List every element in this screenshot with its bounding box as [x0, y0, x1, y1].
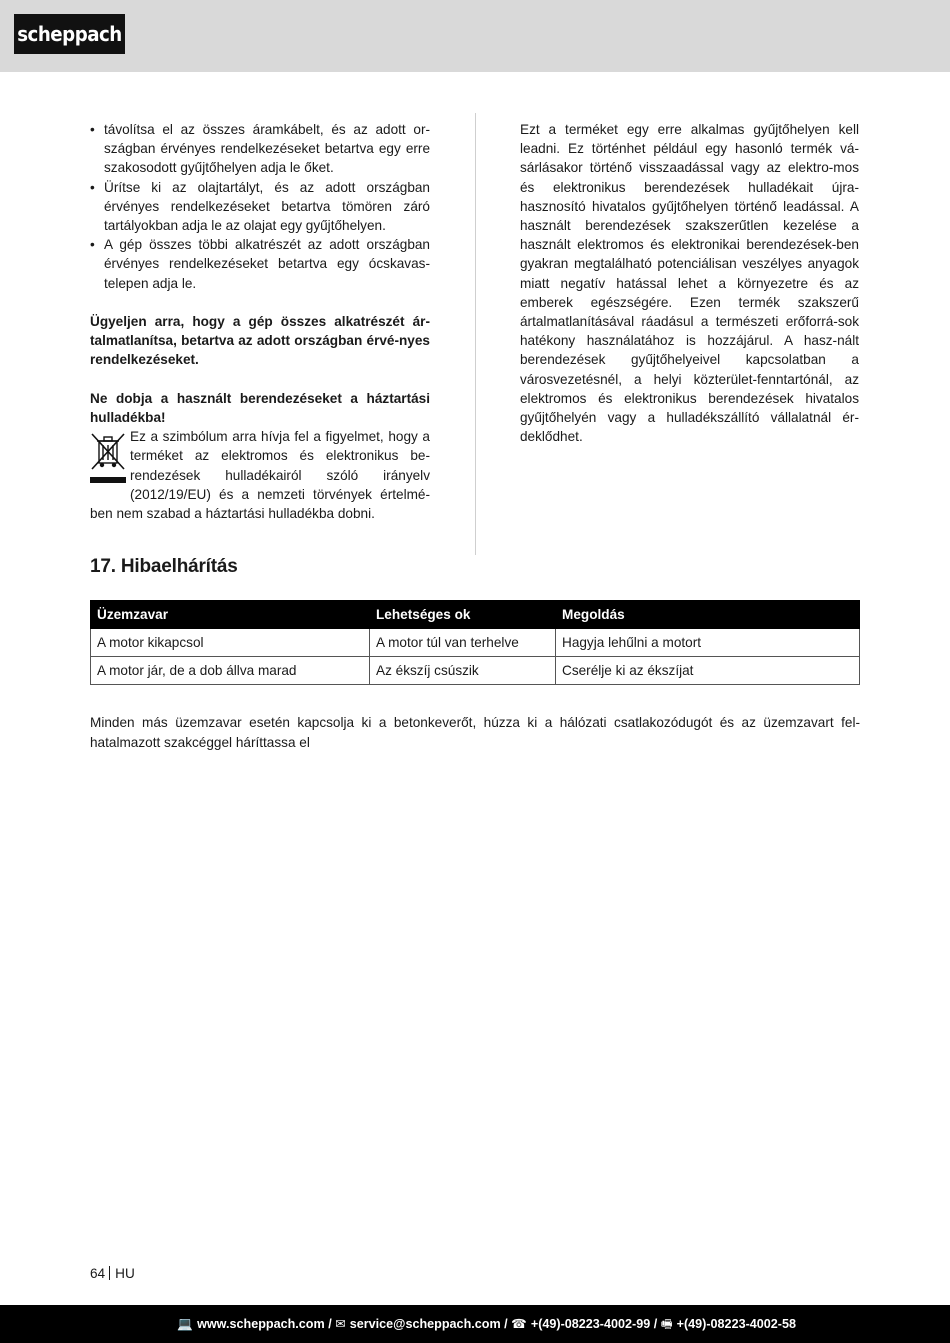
table-header-row: [91, 601, 860, 629]
table-row: [91, 657, 860, 685]
bullet-item: • Ürítse ki az olajtartályt, és az adott országban érvényes rendelkezéseket betartva tömören záró tartályokban adja le az olajat egy gyűjtőhelyen.: [90, 178, 430, 236]
footer-fax: +(49)-08223-4002-58: [676, 1317, 796, 1331]
column-divider: [475, 113, 476, 555]
page-number: [90, 1265, 135, 1283]
table-cell: Cserélje ki az ékszíjat: [556, 657, 860, 685]
table-row: [91, 629, 860, 657]
bullet-item: • A gép összes többi alkatrészét az adott országban érvényes rendelkezéseket betartva egy ócskavas-telepen adja le.: [90, 235, 430, 293]
crossed-out-bin-icon: [90, 431, 126, 487]
table-cell: A motor kikapcsol: [91, 629, 370, 657]
computer-icon: 💻: [177, 1317, 194, 1331]
page-language: HU: [115, 1266, 135, 1281]
footer-email: service@scheppach.com /: [349, 1317, 508, 1331]
disposal-bullet-list: [90, 120, 430, 293]
footer-website: www.scheppach.com /: [197, 1317, 332, 1331]
disposal-heading: Ne dobja a használt berendezéseket a háztartási hulladékba!: [90, 390, 430, 426]
troubleshooting-note: Minden más üzemzavar esetén kapcsolja ki a betonkeverőt, húzza ki a hálózati csatlakozódugót és az üzemzavart fel-hatalmazott szakcéggel háríttassa el: [90, 715, 860, 750]
page-footer: [0, 1305, 950, 1343]
table-cell: Az ékszíj csúszik: [370, 657, 556, 685]
table-cell: A motor jár, de a dob állva marad: [91, 657, 370, 685]
table-cell: Hagyja lehűlni a motort: [556, 629, 860, 657]
section-title: 17. Hibaelhárítás: [90, 556, 238, 577]
disposal-warning: Ügyeljen arra, hogy a gép összes alkatrészét ár-talmatlanítsa, betartva az adott országban érvé-nyes rendelkezéseket.: [90, 314, 430, 368]
page-number-value: 64: [90, 1266, 106, 1281]
bullet-item: • távolítsa el az összes áramkábelt, és az adott or-szágban érvényes rendelkezéseket betartva egy erre szakosodott gyűjtőhelyen adja le őket.: [90, 120, 430, 178]
mail-icon: ✉: [335, 1317, 346, 1331]
column-header: Lehetséges ok: [370, 601, 556, 629]
scheppach-logo: scheppach: [14, 14, 125, 54]
page-header: [0, 0, 950, 72]
fax-icon: 🖷: [660, 1317, 673, 1331]
column-header: Üzemzavar: [91, 601, 370, 629]
phone-icon: ☎: [511, 1317, 527, 1331]
table-cell: A motor túl van terhelve: [370, 629, 556, 657]
footer-phone: +(49)-08223-4002-99 /: [530, 1317, 658, 1331]
page-number-separator: [109, 1266, 110, 1280]
recycling-text: Ezt a terméket egy erre alkalmas gyűjtőhelyen kell leadni. Ez történhet például egy hasonló termék vá-sárlásakor történő visszaadással vagy az elektro-mos és elektronikus berendezések hulladékait újra-hasznosító hivatalos gyűjtőhelyen történő leadással. A használt berendezések szakszerűtlen kezelése a használt elektromos és elektronikai berendezések-ben gyakran megtalálható potenciálisan veszélyes anyagok miatt negatív hatással lehet a környezetre és az emberek egészségére. Ezen termék szakszerű ártalmatlanításával ráadásul a természeti erőforrá-sok hatékony használatához is hozzájárul. A hasz-nált berendezések gyűjtőhelyeivel kapcsolatban a városvezetésnél, a helyi közterület-fenntartónál, az elektromos és elektronikus berendezések hivatalos gyűjtőhelyén vagy a hulladékszállító vállalatnál ér-deklődhet.: [520, 122, 859, 445]
weee-description: Ez a szimbólum arra hívja fel a figyelmet, hogy a terméket az elektromos és elektronikus be-rendezések hulladékairól szóló irányelv (2012/19/EU) és a nemzeti törvények értelmé-ben nem szabad a háztartási hulladékba dobni.: [90, 429, 430, 522]
troubleshooting-table: [90, 600, 860, 685]
right-column: [520, 120, 859, 446]
column-header: Megoldás: [556, 601, 860, 629]
left-column: [90, 120, 430, 523]
